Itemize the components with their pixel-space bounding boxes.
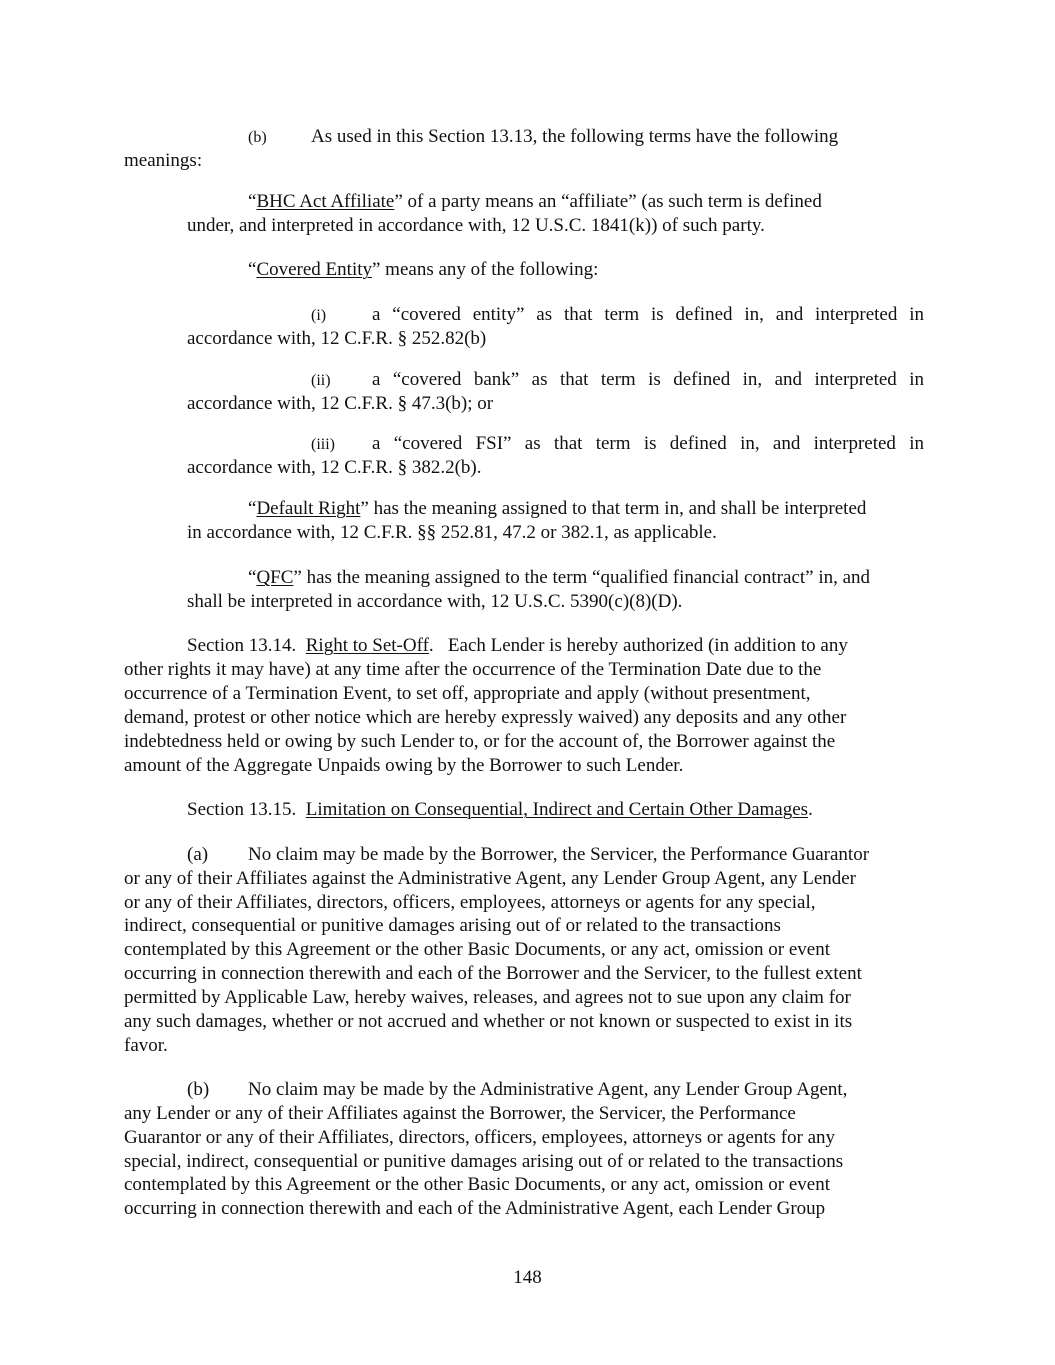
item-ii-line2: accordance with, 12 C.F.R. § 47.3(b); or bbox=[187, 393, 494, 414]
paragraph-a-line: favor. bbox=[124, 1035, 168, 1056]
paragraph-a-line: contemplated by this Agreement or the other Basic Documents, or any act, omission or event bbox=[124, 939, 830, 960]
paragraph-a-label: (a) bbox=[187, 844, 209, 865]
paragraph-b-line: Guarantor or any of their Affiliates, directors, officers, employees, attorneys or agents for any bbox=[124, 1127, 836, 1148]
paragraph-b-line: occurring in connection therewith and each of the Administrative Agent, each Lender Group bbox=[124, 1198, 826, 1219]
paragraph-a-line: occurring in connection therewith and each of the Borrower and the Servicer, to the fullest extent bbox=[124, 963, 862, 984]
item-iii-number: (iii) bbox=[311, 436, 335, 453]
paragraph-a-line: No claim may be made by the Borrower, the Servicer, the Performance Guarantor bbox=[248, 844, 870, 865]
defined-term-default-right: Default Right bbox=[256, 498, 361, 519]
paragraph-a-line: any such damages, whether or not accrued and whether or not known or suspected to exist in its bbox=[124, 1011, 853, 1032]
paragraph-a-line: or any of their Affiliates, directors, officers, employees, attorneys or agents for any special, bbox=[124, 892, 816, 913]
section-13-14-line: amount of the Aggregate Unpaids owing by the Borrower to such Lender. bbox=[124, 755, 684, 776]
section-13-14-line: indebtedness held or owing by such Lender to, or for the account of, the Borrower against the bbox=[124, 731, 836, 752]
definition-qfc-line2: shall be interpreted in accordance with, 12 U.S.C. 5390(c)(8)(D). bbox=[187, 591, 683, 612]
section-13-14-number: Section 13.14. bbox=[187, 635, 297, 656]
section-13-14-line: occurrence of a Termination Event, to set off, appropriate and apply (without presentment, bbox=[124, 683, 811, 704]
paragraph-b-line: any Lender or any of their Affiliates against the Borrower, the Servicer, the Performance bbox=[124, 1103, 796, 1124]
definition-default-right-line2: in accordance with, 12 C.F.R. §§ 252.81, 47.2 or 382.1, as applicable. bbox=[187, 522, 717, 543]
section-13-14-title: Right to Set-Off bbox=[305, 635, 429, 656]
paragraph-b-line: No claim may be made by the Administrative Agent, any Lender Group Agent, bbox=[248, 1079, 848, 1100]
paragraph-a-line: indirect, consequential or punitive damages arising out of or related to the transactions bbox=[124, 915, 781, 936]
section-13-13-b-label: (b) bbox=[248, 129, 267, 146]
item-iii-line2: accordance with, 12 C.F.R. § 382.2(b). bbox=[187, 457, 482, 478]
paragraph-b-label: (b) bbox=[187, 1079, 210, 1100]
paragraph-b-line: special, indirect, consequential or punitive damages arising out of or related to the transactions bbox=[124, 1151, 844, 1172]
section-13-15-heading: Section 13.15. Limitation on Consequential, Indirect and Certain Other Damages. bbox=[187, 799, 813, 820]
section-13-13-b-line1: As used in this Section 13.13, the following terms have the following bbox=[311, 126, 839, 147]
section-13-13-b-line2: meanings: bbox=[124, 150, 203, 171]
definition-qfc: “QFC” has the meaning assigned to the term “qualified financial contract” in, and bbox=[248, 567, 871, 588]
section-13-14-line: other rights it may have) at any time after the occurrence of the Termination Date due to the bbox=[124, 659, 822, 680]
definition-default-right: “Default Right” has the meaning assigned to that term in, and shall be interpreted bbox=[248, 498, 867, 519]
definition-bhc-act-affiliate-line2: under, and interpreted in accordance with, 12 U.S.C. 1841(k)) of such party. bbox=[187, 215, 765, 236]
item-iii-text: a “covered FSI” as that term is defined in, and interpreted in bbox=[372, 433, 924, 454]
item-ii-text: a “covered bank” as that term is defined in, and interpreted in bbox=[372, 369, 924, 390]
section-13-15-number: Section 13.15. bbox=[187, 799, 297, 820]
paragraph-a-line: permitted by Applicable Law, hereby waives, releases, and agrees not to sue upon any claim for bbox=[124, 987, 851, 1008]
item-ii-number: (ii) bbox=[311, 372, 331, 389]
page-number: 148 bbox=[513, 1267, 542, 1288]
item-i-line2: accordance with, 12 C.F.R. § 252.82(b) bbox=[187, 328, 487, 349]
item-i-text: a “covered entity” as that term is defined in, and interpreted in bbox=[372, 304, 924, 325]
paragraph-b-line: contemplated by this Agreement or the other Basic Documents, or any act, omission or event bbox=[124, 1174, 830, 1195]
definition-bhc-act-affiliate: “BHC Act Affiliate” of a party means an “affiliate” (as such term is defined bbox=[248, 191, 822, 212]
section-13-14-heading: Section 13.14. Right to Set-Off. Each Lender is hereby authorized (in addition to any bbox=[187, 635, 848, 656]
section-13-15-title: Limitation on Consequential, Indirect and Certain Other Damages bbox=[305, 799, 809, 820]
definition-covered-entity: “Covered Entity” means any of the following: bbox=[248, 259, 599, 280]
paragraph-a-line: or any of their Affiliates against the Administrative Agent, any Lender Group Agent, any Lender bbox=[124, 868, 857, 889]
section-13-14-line: demand, protest or other notice which are hereby expressly waived) any deposits and any other bbox=[124, 707, 847, 728]
defined-term-bhc-act-affiliate: BHC Act Affiliate bbox=[256, 191, 395, 212]
item-i-number: (i) bbox=[311, 307, 327, 324]
defined-term-qfc: QFC bbox=[256, 567, 294, 588]
defined-term-covered-entity: Covered Entity bbox=[256, 259, 372, 280]
